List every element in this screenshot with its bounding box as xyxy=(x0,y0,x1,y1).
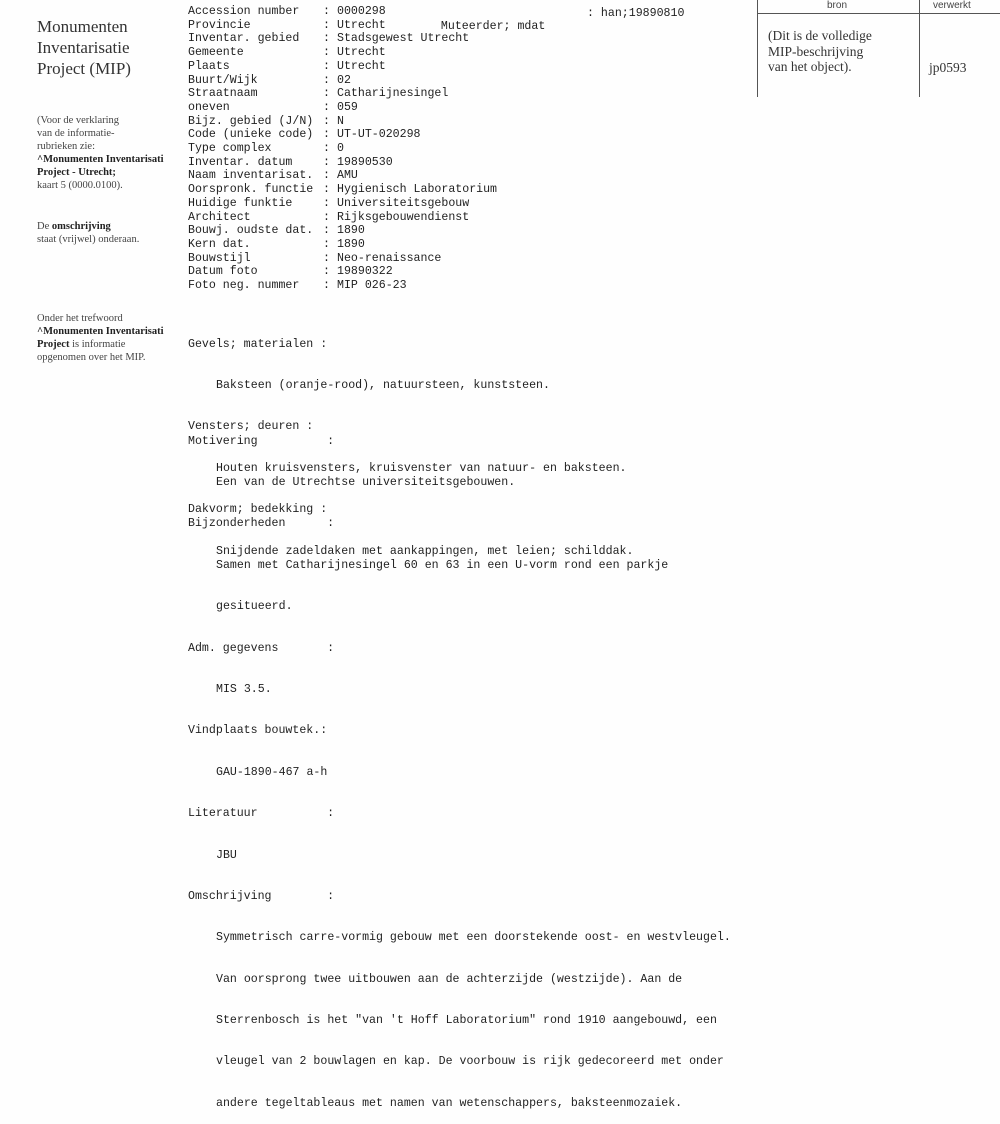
bron-line: MIP-beschrijving xyxy=(768,43,864,59)
note-line: De omschrijving xyxy=(37,221,111,232)
field-row xyxy=(188,60,497,74)
field-label: Bouwj. oudste dat. xyxy=(188,224,314,238)
field-label: Architect xyxy=(188,210,251,224)
field-colon: : xyxy=(323,18,330,32)
field-value: Rijksgebouwendienst xyxy=(337,210,470,224)
field-row xyxy=(188,238,497,252)
field-colon: : xyxy=(323,155,330,169)
note-line: staat (vrijwel) onderaan. xyxy=(37,234,140,245)
field-row xyxy=(188,224,497,238)
field-value: Utrecht xyxy=(337,46,386,60)
omschrijving-line: Van oorsprong twee uitbouwen aan de achterzijde (westzijde). Aan de xyxy=(216,972,683,986)
bijzonderheden-line: gesitueerd. xyxy=(216,600,293,614)
field-value: N xyxy=(337,114,344,128)
note-bold: ^Monumenten Inventarisati xyxy=(37,326,164,337)
field-row xyxy=(188,279,497,293)
field-value: 0000298 xyxy=(337,5,386,18)
field-value: Utrecht xyxy=(337,18,386,32)
literatuur-value: JBU xyxy=(216,848,237,862)
field-row xyxy=(188,19,497,33)
note-line: Onder het trefwoord xyxy=(37,313,123,324)
omschrijving-label: Omschrijving : xyxy=(188,889,335,903)
gevels-label: Gevels; materialen : xyxy=(188,337,328,351)
field-row xyxy=(188,46,497,60)
motivering-block xyxy=(188,407,731,1124)
omschrijving-note xyxy=(37,220,177,246)
field-row xyxy=(188,74,497,88)
literatuur-label: Literatuur : xyxy=(188,807,335,821)
note-bold: omschrijving xyxy=(51,221,111,232)
field-colon: : xyxy=(323,114,330,128)
field-row xyxy=(188,183,497,197)
adm-label: Adm. gegevens : xyxy=(188,641,335,655)
bron-line: van het object). xyxy=(768,59,852,74)
table-divider xyxy=(757,13,1000,14)
table-border xyxy=(919,0,920,97)
field-colon: : xyxy=(323,100,330,114)
bron-line: (Dit is de volledige xyxy=(768,28,872,43)
note-line: (Voor de verklaring xyxy=(37,115,120,126)
note-line: opgenomen over het MIP. xyxy=(37,352,146,363)
bron-text xyxy=(768,28,872,75)
verwerkt-value: jp0593 xyxy=(929,60,967,75)
field-row xyxy=(188,142,497,156)
bijzonderheden-label: Bijzonderheden : xyxy=(188,517,335,531)
note-bold: Project - Utrecht; xyxy=(37,167,116,178)
field-label: Oorspronk. functie xyxy=(188,183,314,197)
mip-title-line: Monumenten xyxy=(37,17,128,36)
field-value: 19890322 xyxy=(337,265,393,279)
trefwoord-note xyxy=(37,312,177,364)
field-row xyxy=(188,169,497,183)
note-line xyxy=(37,325,177,338)
field-colon: : xyxy=(323,46,330,60)
field-row xyxy=(188,5,497,19)
gevels-value: Baksteen (oranje-rood), natuursteen, kunststeen. xyxy=(216,378,550,392)
note-line: van de informatie- xyxy=(37,128,115,139)
field-label: Code (unieke code) xyxy=(188,128,314,142)
table-border xyxy=(757,0,758,97)
note-line xyxy=(37,166,177,179)
adm-value: MIS 3.5. xyxy=(216,682,272,696)
mip-title-line: Inventarisatie xyxy=(37,38,130,57)
field-value: Stadsgewest Utrecht xyxy=(337,32,470,46)
note-bold: ^Monumenten Inventarisati xyxy=(37,154,164,165)
field-label: oneven xyxy=(188,100,230,114)
field-row xyxy=(188,252,497,266)
field-label: Buurt/Wijk xyxy=(188,73,258,87)
field-label: Accession number xyxy=(188,5,300,18)
field-label: Datum foto xyxy=(188,265,258,279)
field-colon: : xyxy=(323,142,330,156)
field-colon: : xyxy=(323,5,330,18)
note-line: rubrieken zie: xyxy=(37,141,96,152)
note-line: Project is informatie xyxy=(37,339,126,350)
field-value: 059 xyxy=(337,100,358,114)
mip-title-line: Project (MIP) xyxy=(37,59,131,78)
field-label: Huidige funktie xyxy=(188,196,293,210)
field-label: Straatnaam xyxy=(188,87,258,101)
explanation-note xyxy=(37,114,177,192)
omschrijving-line: vleugel van 2 bouwlagen en kap. De voorbouw is rijk gedecoreerd met onder xyxy=(216,1055,724,1069)
field-row xyxy=(188,156,497,170)
omschrijving-line: Sterrenbosch is het "van 't Hoff Laboratorium" rond 1910 aangebouwd, een xyxy=(216,1014,717,1028)
field-value: Hygienisch Laboratorium xyxy=(337,183,498,197)
dakvorm-value: Snijdende zadeldaken met aankappingen, met leien; schilddak. xyxy=(216,544,634,558)
field-label: Bijz. gebied (J/N) xyxy=(188,114,314,128)
motivering-value: Een van de Utrechtse universiteitsgebouwen. xyxy=(216,475,516,489)
field-value: MIP 026-23 xyxy=(337,279,407,293)
verwerkt-header: verwerkt xyxy=(933,0,971,11)
note-line: kaart 5 (0000.0100). xyxy=(37,180,123,191)
field-label: Naam inventarisat. xyxy=(188,169,314,183)
vensters-label: Vensters; deuren : xyxy=(188,420,314,434)
omschrijving-line: Symmetrisch carre-vormig gebouw met een doorstekende oost- en westvleugel. xyxy=(216,931,731,945)
field-row xyxy=(188,265,497,279)
bron-header: bron xyxy=(827,0,848,11)
note-line xyxy=(37,153,177,166)
field-value: 1890 xyxy=(337,224,365,238)
field-colon: : xyxy=(323,224,330,238)
field-colon: : xyxy=(323,59,330,73)
record-fields xyxy=(188,5,497,293)
field-colon: : xyxy=(323,73,330,87)
mip-title xyxy=(37,16,177,79)
field-value: 02 xyxy=(337,73,351,87)
field-label: Provincie xyxy=(188,18,251,32)
field-value: Catharijnesingel xyxy=(337,87,449,101)
bijzonderheden-line: Samen met Catharijnesingel 60 en 63 in een U-vorm rond een parkje xyxy=(216,558,669,572)
field-value: 0 xyxy=(337,142,344,156)
field-label: Inventar. datum xyxy=(188,155,293,169)
field-value: UT-UT-020298 xyxy=(337,128,421,142)
field-label: Foto neg. nummer xyxy=(188,279,300,293)
mutator-label: Muteerder; mdat xyxy=(440,20,546,33)
field-value: Utrecht xyxy=(337,59,386,73)
field-row xyxy=(188,197,497,211)
field-colon: : xyxy=(323,169,330,183)
field-row xyxy=(188,101,497,115)
field-label: Gemeente xyxy=(188,46,244,60)
motivering-label: Motivering : xyxy=(188,434,335,448)
field-colon: : xyxy=(323,251,330,265)
field-value: 1890 xyxy=(337,237,365,251)
field-row xyxy=(188,115,497,129)
field-row xyxy=(188,87,497,101)
dakvorm-label: Dakvorm; bedekking : xyxy=(188,503,328,517)
field-value: Neo-renaissance xyxy=(337,251,442,265)
field-colon: : xyxy=(323,210,330,224)
field-label: Kern dat. xyxy=(188,237,251,251)
omschrijving-line: andere tegeltableaus met namen van wetenschappers, baksteenmozaiek. xyxy=(216,1096,683,1110)
mutator-value: : han;19890810 xyxy=(587,7,685,20)
field-colon: : xyxy=(323,237,330,251)
field-value: Universiteitsgebouw xyxy=(337,196,470,210)
field-colon: : xyxy=(323,87,330,101)
field-value: AMU xyxy=(337,169,358,183)
field-colon: : xyxy=(323,128,330,142)
vindplaats-value: GAU-1890-467 a-h xyxy=(216,765,328,779)
field-colon: : xyxy=(323,32,330,46)
field-label: Type complex xyxy=(188,142,272,156)
field-label: Bouwstijl xyxy=(188,251,251,265)
field-row xyxy=(188,211,497,225)
vensters-value: Houten kruisvensters, kruisvenster van natuur- en baksteen. xyxy=(216,461,627,475)
vindplaats-label: Vindplaats bouwtek.: xyxy=(188,724,328,738)
field-label: Inventar. gebied xyxy=(188,32,300,46)
field-colon: : xyxy=(323,196,330,210)
field-colon: : xyxy=(323,279,330,293)
field-row xyxy=(188,32,497,46)
field-value: 19890530 xyxy=(337,155,393,169)
field-label: Plaats xyxy=(188,59,230,73)
field-row xyxy=(188,128,497,142)
bron-table xyxy=(757,0,1000,97)
field-colon: : xyxy=(323,265,330,279)
field-colon: : xyxy=(323,183,330,197)
